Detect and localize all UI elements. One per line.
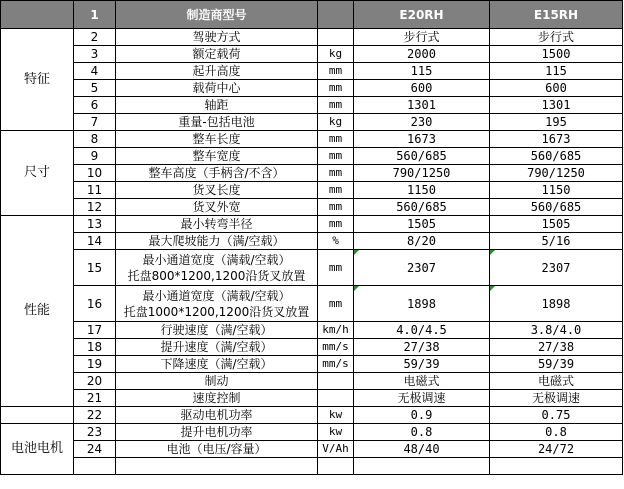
value-model-b: 600 — [490, 80, 623, 97]
param-unit: % — [318, 233, 354, 250]
value-model-a: 560/685 — [354, 148, 490, 165]
value-model-b — [490, 250, 623, 286]
value-model-a: 790/1250 — [354, 165, 490, 182]
param-name: 驱动电机功率 — [116, 407, 318, 424]
spec-table-body — [1, 1, 623, 475]
param-name-line-1: 最小通道宽度（满载/空载） — [142, 252, 291, 267]
param-unit — [318, 373, 354, 390]
table-row — [1, 131, 623, 148]
value-model-b: 0.8 — [490, 424, 623, 441]
value-text: 1898 — [407, 296, 436, 311]
param-unit — [318, 29, 354, 46]
value-model-b — [490, 458, 623, 475]
value-model-b: 1301 — [490, 97, 623, 114]
row-number: 13 — [74, 216, 116, 233]
param-unit: kg — [318, 46, 354, 63]
param-unit: mm — [318, 286, 354, 322]
row-number: 17 — [74, 322, 116, 339]
value-model-a: 步行式 — [354, 29, 490, 46]
table-row — [1, 97, 623, 114]
value-model-a: 电磁式 — [354, 373, 490, 390]
value-model-a — [354, 458, 490, 475]
table-row — [1, 148, 623, 165]
value-model-b: 电磁式 — [490, 373, 623, 390]
param-name: 提升速度（满/空载） — [116, 339, 318, 356]
param-name: 行驶速度（满/空载） — [116, 322, 318, 339]
table-row — [1, 165, 623, 182]
param-name: 提升电机功率 — [116, 424, 318, 441]
value-text: 1898 — [541, 296, 571, 311]
value-text: 2307 — [541, 260, 571, 275]
table-row — [1, 458, 623, 475]
value-model-b: 无极调速 — [490, 390, 623, 407]
param-unit: mm — [318, 165, 354, 182]
param-unit: mm — [318, 250, 354, 286]
header-model-a: E20RH — [354, 1, 490, 29]
param-name: 载荷中心 — [116, 80, 318, 97]
param-unit: mm — [318, 97, 354, 114]
param-unit: km/h — [318, 322, 354, 339]
param-name: 额定载荷 — [116, 46, 318, 63]
table-row — [1, 63, 623, 80]
value-model-a: 27/38 — [354, 339, 490, 356]
category-battery-motor: 电池电机 — [1, 424, 74, 475]
param-unit — [318, 458, 354, 475]
param-name: 电池（电压/容量） — [116, 441, 318, 458]
value-model-b: 5/16 — [490, 233, 623, 250]
table-row — [1, 182, 623, 199]
param-unit: mm — [318, 199, 354, 216]
param-name: 重量-包括电池 — [116, 114, 318, 131]
row-number: 7 — [74, 114, 116, 131]
table-row — [1, 114, 623, 131]
header-row — [1, 1, 623, 29]
table-row — [1, 199, 623, 216]
param-unit: kw — [318, 407, 354, 424]
param-name — [116, 286, 318, 322]
table-row — [1, 80, 623, 97]
param-name: 货叉长度 — [116, 182, 318, 199]
row-number: 3 — [74, 46, 116, 63]
row-number: 12 — [74, 199, 116, 216]
value-model-b: 1673 — [490, 131, 623, 148]
param-name: 整车长度 — [116, 131, 318, 148]
table-row — [1, 233, 623, 250]
value-model-b: 59/39 — [490, 356, 623, 373]
param-name-line-2: 托盘1000*1200,1200沿货叉放置 — [123, 304, 310, 319]
param-name: 最大爬坡能力（满/空载） — [116, 233, 318, 250]
value-model-a: 1505 — [354, 216, 490, 233]
category-features: 特征 — [1, 29, 74, 131]
category-performance: 性能 — [1, 216, 74, 407]
cell-marker-icon — [354, 250, 359, 255]
param-unit: mm — [318, 63, 354, 80]
row-number: 4 — [74, 63, 116, 80]
table-row — [1, 390, 623, 407]
value-model-b: 1505 — [490, 216, 623, 233]
param-name: 速度控制 — [116, 390, 318, 407]
cell-marker-icon — [490, 250, 495, 255]
value-model-a: 1150 — [354, 182, 490, 199]
value-model-a: 8/20 — [354, 233, 490, 250]
value-model-b: 0.75 — [490, 407, 623, 424]
value-model-a: 600 — [354, 80, 490, 97]
param-name: 起升高度 — [116, 63, 318, 80]
param-name-line-1: 最小通道宽度（满载/空载） — [142, 288, 291, 303]
value-model-b: 1150 — [490, 182, 623, 199]
header-model-b: E15RH — [490, 1, 623, 29]
row-number: 16 — [74, 286, 116, 322]
row-number: 11 — [74, 182, 116, 199]
value-model-a: 560/685 — [354, 199, 490, 216]
value-model-b: 560/685 — [490, 148, 623, 165]
row-number: 22 — [74, 407, 116, 424]
cell-marker-icon — [490, 286, 495, 291]
param-unit: mm — [318, 216, 354, 233]
param-unit: kw — [318, 424, 354, 441]
table-row — [1, 441, 623, 458]
row-number: 18 — [74, 339, 116, 356]
table-row — [1, 250, 623, 286]
param-name: 驾驶方式 — [116, 29, 318, 46]
param-unit: mm — [318, 80, 354, 97]
row-number: 19 — [74, 356, 116, 373]
value-model-b: 步行式 — [490, 29, 623, 46]
param-name: 货叉外宽 — [116, 199, 318, 216]
table-row — [1, 339, 623, 356]
header-unit-cell — [318, 1, 354, 29]
table-row — [1, 322, 623, 339]
row-number: 24 — [74, 441, 116, 458]
table-row — [1, 29, 623, 46]
param-name: 整车宽度 — [116, 148, 318, 165]
table-row — [1, 373, 623, 390]
row-number: 14 — [74, 233, 116, 250]
row-number: 5 — [74, 80, 116, 97]
row-number: 6 — [74, 97, 116, 114]
value-model-a: 1673 — [354, 131, 490, 148]
row-number: 8 — [74, 131, 116, 148]
param-unit: mm/s — [318, 339, 354, 356]
param-name: 最小转弯半径 — [116, 216, 318, 233]
row-number: 2 — [74, 29, 116, 46]
value-model-b: 3.8/4.0 — [490, 322, 623, 339]
param-name — [116, 250, 318, 286]
row-number: 9 — [74, 148, 116, 165]
param-name: 整车高度（手柄含/不含） — [116, 165, 318, 182]
value-model-a — [354, 286, 490, 322]
row-number: 21 — [74, 390, 116, 407]
value-model-b: 24/72 — [490, 441, 623, 458]
value-model-b: 115 — [490, 63, 623, 80]
value-model-a: 115 — [354, 63, 490, 80]
param-unit: mm — [318, 182, 354, 199]
row-number: 15 — [74, 250, 116, 286]
header-param: 制造商型号 — [116, 1, 318, 29]
value-model-a: 2000 — [354, 46, 490, 63]
param-name-line-2: 托盘800*1200,1200沿货叉放置 — [127, 268, 306, 283]
param-unit: mm — [318, 131, 354, 148]
param-unit: mm — [318, 148, 354, 165]
value-model-a: 无极调速 — [354, 390, 490, 407]
row-number: 23 — [74, 424, 116, 441]
value-model-a: 48/40 — [354, 441, 490, 458]
table-row — [1, 407, 623, 424]
value-model-a: 59/39 — [354, 356, 490, 373]
value-model-b: 1500 — [490, 46, 623, 63]
value-model-a — [354, 250, 490, 286]
value-model-b: 790/1250 — [490, 165, 623, 182]
header-category-cell — [1, 1, 74, 29]
value-model-a: 230 — [354, 114, 490, 131]
value-model-a: 0.8 — [354, 424, 490, 441]
table-row — [1, 46, 623, 63]
cell-marker-icon — [354, 286, 359, 291]
row-number: 20 — [74, 373, 116, 390]
value-model-b: 195 — [490, 114, 623, 131]
value-model-a: 4.0/4.5 — [354, 322, 490, 339]
param-name: 下降速度（满/空载） — [116, 356, 318, 373]
category-dimensions: 尺寸 — [1, 131, 74, 216]
param-unit: kg — [318, 114, 354, 131]
param-name: 制动 — [116, 373, 318, 390]
header-number: 1 — [74, 1, 116, 29]
param-unit: V/Ah — [318, 441, 354, 458]
param-unit — [318, 390, 354, 407]
param-name: 轴距 — [116, 97, 318, 114]
row-number: 10 — [74, 165, 116, 182]
table-row — [1, 356, 623, 373]
value-model-a: 1301 — [354, 97, 490, 114]
param-name — [116, 458, 318, 475]
row-number — [74, 458, 116, 475]
value-text: 2307 — [407, 260, 436, 275]
value-model-a: 0.9 — [354, 407, 490, 424]
value-model-b — [490, 286, 623, 322]
value-model-b: 560/685 — [490, 199, 623, 216]
table-row — [1, 424, 623, 441]
table-row — [1, 286, 623, 322]
table-row — [1, 216, 623, 233]
category-empty-cell — [1, 407, 74, 424]
param-unit: mm/s — [318, 356, 354, 373]
value-model-b: 27/38 — [490, 339, 623, 356]
